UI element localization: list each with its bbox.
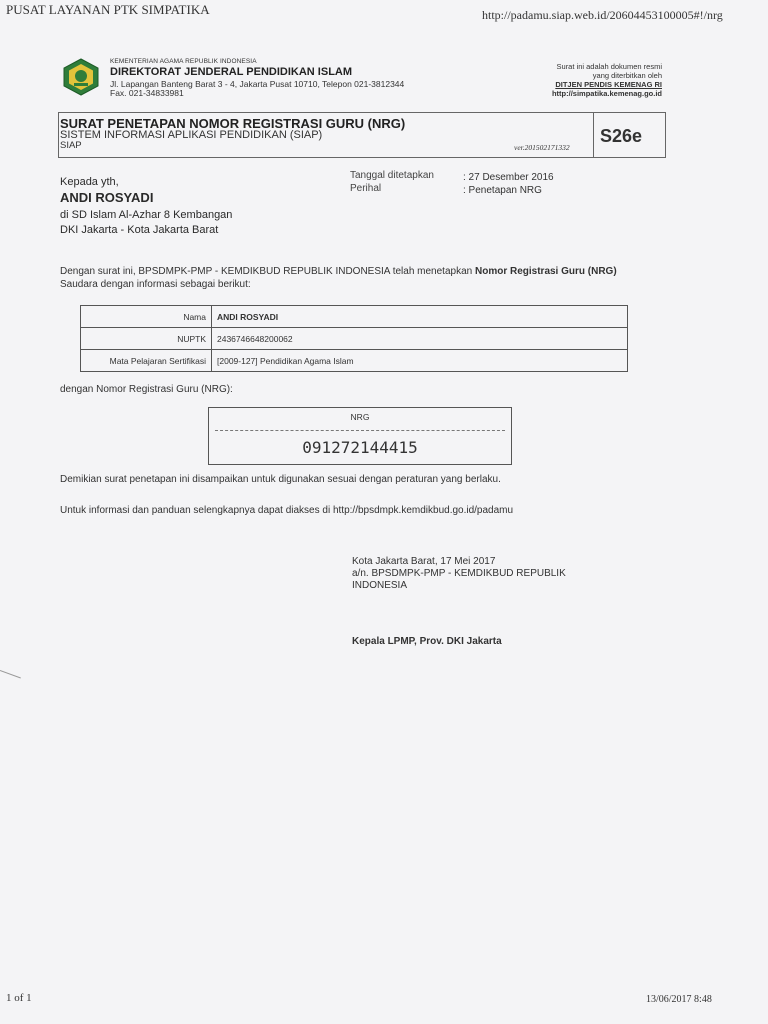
system-short-name: SIAP [60,140,82,151]
nrg-intro: dengan Nomor Registrasi Guru (NRG): [60,384,233,395]
row-label-nama: Nama [81,306,212,328]
signature-place-date: Kota Jakarta Barat, 17 Mei 2017 [352,556,496,567]
info-url: Untuk informasi dan panduan selengkapnya dapat diakses di http://bpsdmpk.kemdikbud.go.id/padamu [60,505,514,516]
kemenag-emblem-icon [62,58,100,96]
closing-statement: Demikian surat penetapan ini disampaikan untuk digunakan sesuai dengan peraturan yang berlaku. [60,474,501,485]
document-code: S26e [600,126,643,146]
recipient-region: DKI Jakarta - Kota Jakarta Barat [60,224,219,236]
row-value-nuptk: 2436746648200062 [212,328,628,350]
code-divider [593,113,594,157]
table-row [81,328,628,350]
intro-paragraph: Dengan surat ini, BPSDMPK-PMP - KEMDIKBUD REPUBLIK INDONESIA telah menetapkan Nomor Registrasi Guru (NRG) Saudara dengan informasi sebagai berikut: [60,266,617,290]
print-timestamp: 13/06/2017 8:48 [646,994,712,1005]
print-header-title: PUSAT LAYANAN PTK SIMPATIKA [6,2,210,17]
paper-edge-mark [0,670,21,678]
row-label-subject: Mata Pelajaran Sertifikasi [81,350,212,372]
row-label-nuptk: NUPTK [81,328,212,350]
teacher-info-table [80,305,628,372]
table-row [81,350,628,372]
document-title: SURAT PENETAPAN NOMOR REGISTRASI GURU (NRG) [60,116,406,131]
official-line-2: yang diterbitkan oleh [592,71,662,80]
signature-block [352,556,612,592]
directorate-name: DIREKTORAT JENDERAL PENDIDIKAN ISLAM [110,66,353,78]
official-line-1: Surat ini adalah dokumen resmi [556,62,662,71]
recipient-greeting: Kepada yth, [60,176,119,188]
subject-value: : Penetapan NRG [463,185,542,196]
official-url: http://simpatika.kemenag.go.id [551,89,662,98]
ministry-name: KEMENTERIAN AGAMA REPUBLIK INDONESIA [110,58,257,65]
official-line-3: DITJEN PENDIS KEMENAG RI [555,80,662,89]
official-notice [552,62,662,98]
address-line: Jl. Lapangan Banteng Barat 3 - 4, Jakarta Pusat 10710, Telepon 021-3812344 [110,79,405,89]
signature-on-behalf: a/n. BPSDMPK-PMP - KEMDIKBUD REPUBLIK INDONESIA [352,568,566,591]
nrg-box [208,407,512,465]
recipient-name: ANDI ROSYADI [60,190,154,205]
nrg-value: 091272144415 [302,438,418,457]
subject-label: Perihal [350,183,382,194]
letterhead-address [110,80,404,98]
row-value-nama: ANDI ROSYADI [212,306,628,328]
nrg-separator [215,430,505,431]
system-name: SISTEM INFORMASI APLIKASI PENDIDIKAN (SIAP) [60,129,323,141]
date-value: : 27 Desember 2016 [463,172,554,183]
version-label: ver.201502171332 [514,143,570,152]
table-row [81,306,628,328]
recipient-school: di SD Islam Al-Azhar 8 Kembangan [60,209,233,221]
signature-title: Kepala LPMP, Prov. DKI Jakarta [352,636,502,647]
date-label: Tanggal ditetapkan [350,170,434,181]
print-header-url: http://padamu.siap.web.id/20604453100005#!/nrg [482,8,723,22]
page-count: 1 of 1 [6,992,32,1004]
nrg-label: NRG [350,412,370,422]
row-value-subject: [2009-127] Pendidikan Agama Islam [212,350,628,372]
fax-line: Fax. 021-34833981 [110,88,184,98]
